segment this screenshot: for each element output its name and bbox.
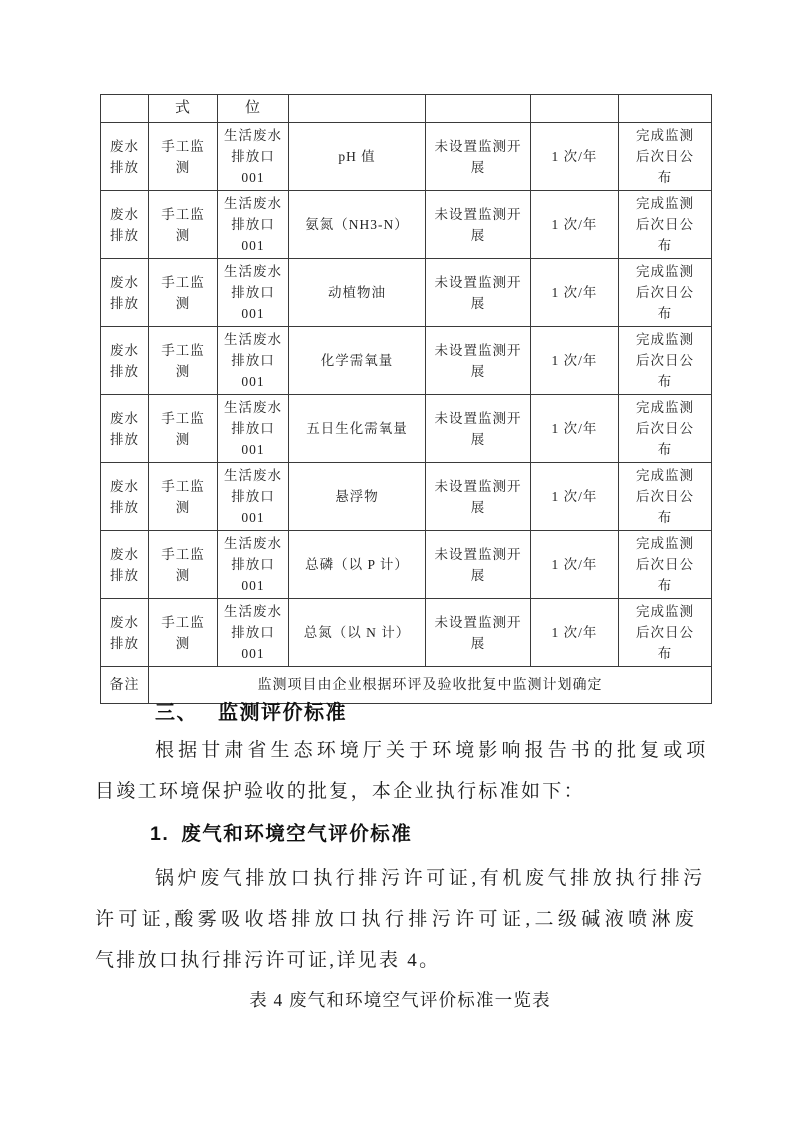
table-cell-text: 化学需氧量 (320, 353, 394, 368)
table-row (101, 259, 712, 327)
table-cell-text: 1 次/年 (551, 421, 598, 436)
table-cell (426, 123, 531, 191)
table-cell-text: 未设置监测开展 (434, 478, 522, 515)
table-cell (101, 599, 149, 667)
table-cell-text: 1 次/年 (551, 353, 598, 368)
table-header-cell (289, 95, 426, 123)
table-row (101, 463, 712, 531)
paragraph-2-line-2: 许可证,酸雾吸收塔排放口执行排污许可证,二级碱液喷淋废 (95, 909, 699, 930)
table-cell-text: 废水排放 (110, 614, 139, 651)
table-cell-text: 未设置监测开展 (434, 614, 522, 651)
table-cell-text: 五日生化需氧量 (306, 421, 408, 436)
table-cell (531, 123, 619, 191)
table-header-row (101, 95, 712, 123)
table-cell (218, 123, 289, 191)
table-cell (218, 191, 289, 259)
table-cell-text: 手工监测 (161, 206, 205, 243)
table-cell-text: 未设置监测开展 (434, 342, 522, 379)
table-cell-text: 生活废水排放口001 (224, 604, 282, 661)
table-cell (289, 123, 426, 191)
table-cell-text: 1 次/年 (551, 557, 598, 572)
table-cell-text: 未设置监测开展 (434, 546, 522, 583)
table-cell-text: 动植物油 (328, 285, 386, 300)
table-cell (101, 123, 149, 191)
table-cell (531, 599, 619, 667)
table-cell-text: 1 次/年 (551, 489, 598, 504)
table-cell-text: 手工监测 (161, 614, 205, 651)
table-cell (619, 123, 712, 191)
table-cell-text: 手工监测 (161, 546, 205, 583)
table-cell (149, 463, 218, 531)
table-cell (289, 463, 426, 531)
table-cell (426, 259, 531, 327)
table-cell-text: 废水排放 (110, 546, 139, 583)
table-cell-text: 手工监测 (161, 274, 205, 311)
subsection-number: 1. (150, 823, 170, 845)
table-cell-text: 生活废水排放口001 (224, 400, 282, 457)
table-cell (619, 327, 712, 395)
table-cell (289, 259, 426, 327)
table-cell (531, 259, 619, 327)
table-cell-text: 废水排放 (110, 342, 139, 379)
table-cell-text: 未设置监测开展 (434, 274, 522, 311)
table-cell (218, 395, 289, 463)
table-cell (218, 463, 289, 531)
table-cell-text: 生活废水排放口001 (224, 332, 282, 389)
table-cell-text: 氨氮（NH3-N） (305, 217, 409, 232)
table-cell (289, 191, 426, 259)
table-cell-text: 生活废水排放口001 (224, 196, 282, 253)
table-cell (426, 191, 531, 259)
table-cell (426, 599, 531, 667)
table-cell-text: 总磷（以 P 计） (305, 557, 409, 572)
table-cell (218, 327, 289, 395)
table-cell-text: 手工监测 (161, 138, 205, 175)
table-cell (101, 395, 149, 463)
table-cell (101, 327, 149, 395)
paragraph-1-line-1: 根据甘肃省生态环境厅关于环境影响报告书的批复或项 (155, 740, 710, 761)
table-cell-text: 手工监测 (161, 342, 205, 379)
table-header-cell (531, 95, 619, 123)
table-cell (531, 463, 619, 531)
table-cell (619, 531, 712, 599)
table-cell-text: 完成监测后次日公布 (636, 332, 694, 389)
table-cell-text: 废水排放 (110, 138, 139, 175)
table-header-cell: 式 (149, 95, 218, 123)
paragraph-2-line-1: 锅炉废气排放口执行排污许可证,有机废气排放执行排污 (155, 868, 706, 889)
table-header-cell (426, 95, 531, 123)
table-cell (289, 599, 426, 667)
table-cell (619, 463, 712, 531)
table-cell (101, 463, 149, 531)
table-cell (426, 463, 531, 531)
table-cell-text: 废水排放 (110, 410, 139, 447)
table-cell-text: 完成监测后次日公布 (636, 400, 694, 457)
table-cell-text: 废水排放 (110, 274, 139, 311)
section-title: 监测评价标准 (218, 702, 347, 724)
table-cell (149, 327, 218, 395)
table-cell-text: 生活废水排放口001 (224, 468, 282, 525)
table-cell (426, 531, 531, 599)
table-cell-text: 1 次/年 (551, 149, 598, 164)
table-cell (149, 395, 218, 463)
table-cell-text: 完成监测后次日公布 (636, 536, 694, 593)
table-cell-text: 完成监测后次日公布 (636, 604, 694, 661)
table-cell-text: 废水排放 (110, 478, 139, 515)
table-cell-text: 生活废水排放口001 (224, 264, 282, 321)
table-cell (531, 191, 619, 259)
remark-label: 备注 (101, 667, 149, 704)
table-cell-text: 1 次/年 (551, 217, 598, 232)
table-cell (101, 531, 149, 599)
table-header-cell (619, 95, 712, 123)
table-cell-text: 未设置监测开展 (434, 138, 522, 175)
table-cell (531, 327, 619, 395)
subsection-title: 废气和环境空气评价标准 (181, 824, 413, 845)
section-heading-3 (155, 696, 347, 725)
table4-caption: 表 4 废气和环境空气评价标准一览表 (249, 990, 551, 1010)
table-cell (149, 599, 218, 667)
table-cell (289, 395, 426, 463)
table-cell-text: 未设置监测开展 (434, 410, 522, 447)
table-row (101, 191, 712, 259)
table-cell-text: 1 次/年 (551, 625, 598, 640)
table-cell (149, 191, 218, 259)
table-cell (149, 123, 218, 191)
table-cell (149, 531, 218, 599)
table-cell (426, 395, 531, 463)
table-cell-text: 1 次/年 (551, 285, 598, 300)
table-row (101, 395, 712, 463)
table-cell (426, 327, 531, 395)
table-header-cell (101, 95, 149, 123)
table-cell (619, 191, 712, 259)
monitoring-table-grid (100, 94, 712, 704)
table-cell (619, 395, 712, 463)
table-cell-text: 完成监测后次日公布 (636, 468, 694, 525)
monitoring-table-body (101, 95, 712, 704)
table-cell (218, 259, 289, 327)
table-cell (289, 531, 426, 599)
table-cell (149, 259, 218, 327)
table-cell-text: pH 值 (338, 149, 376, 164)
table-cell-text: 生活废水排放口001 (224, 128, 282, 185)
table-cell-text: 未设置监测开展 (434, 206, 522, 243)
table-cell (619, 259, 712, 327)
table-header-cell: 位 (218, 95, 289, 123)
table-cell (619, 599, 712, 667)
subsection-heading-1 (150, 818, 412, 846)
table-cell (289, 327, 426, 395)
section-number: 三、 (155, 702, 198, 724)
table-cell-text: 完成监测后次日公布 (636, 128, 694, 185)
monitoring-table (100, 94, 712, 704)
paragraph-1-line-2: 目竣工环境保护验收的批复，本企业执行标准如下： (95, 781, 585, 802)
table-cell-text: 完成监测后次日公布 (636, 196, 694, 253)
remark-text: 监测项目由企业根据环评及验收批复中监测计划确定 (149, 667, 712, 704)
table-cell (531, 395, 619, 463)
paragraph-2-line-3: 气排放口执行排污许可证,详见表 4。 (95, 950, 441, 971)
table-cell-text: 手工监测 (161, 410, 205, 447)
table-cell-text: 完成监测后次日公布 (636, 264, 694, 321)
table-cell (101, 259, 149, 327)
table-cell-text: 悬浮物 (335, 489, 379, 504)
table-cell-text: 手工监测 (161, 478, 205, 515)
table-row (101, 599, 712, 667)
table-row (101, 123, 712, 191)
table-cell (531, 531, 619, 599)
table-cell (218, 599, 289, 667)
table-cell-text: 生活废水排放口001 (224, 536, 282, 593)
table-row (101, 327, 712, 395)
table-cell (218, 531, 289, 599)
table-cell-text: 总氮（以 N 计） (303, 625, 411, 640)
table-cell-text: 废水排放 (110, 206, 139, 243)
table-row (101, 531, 712, 599)
table-cell (101, 191, 149, 259)
